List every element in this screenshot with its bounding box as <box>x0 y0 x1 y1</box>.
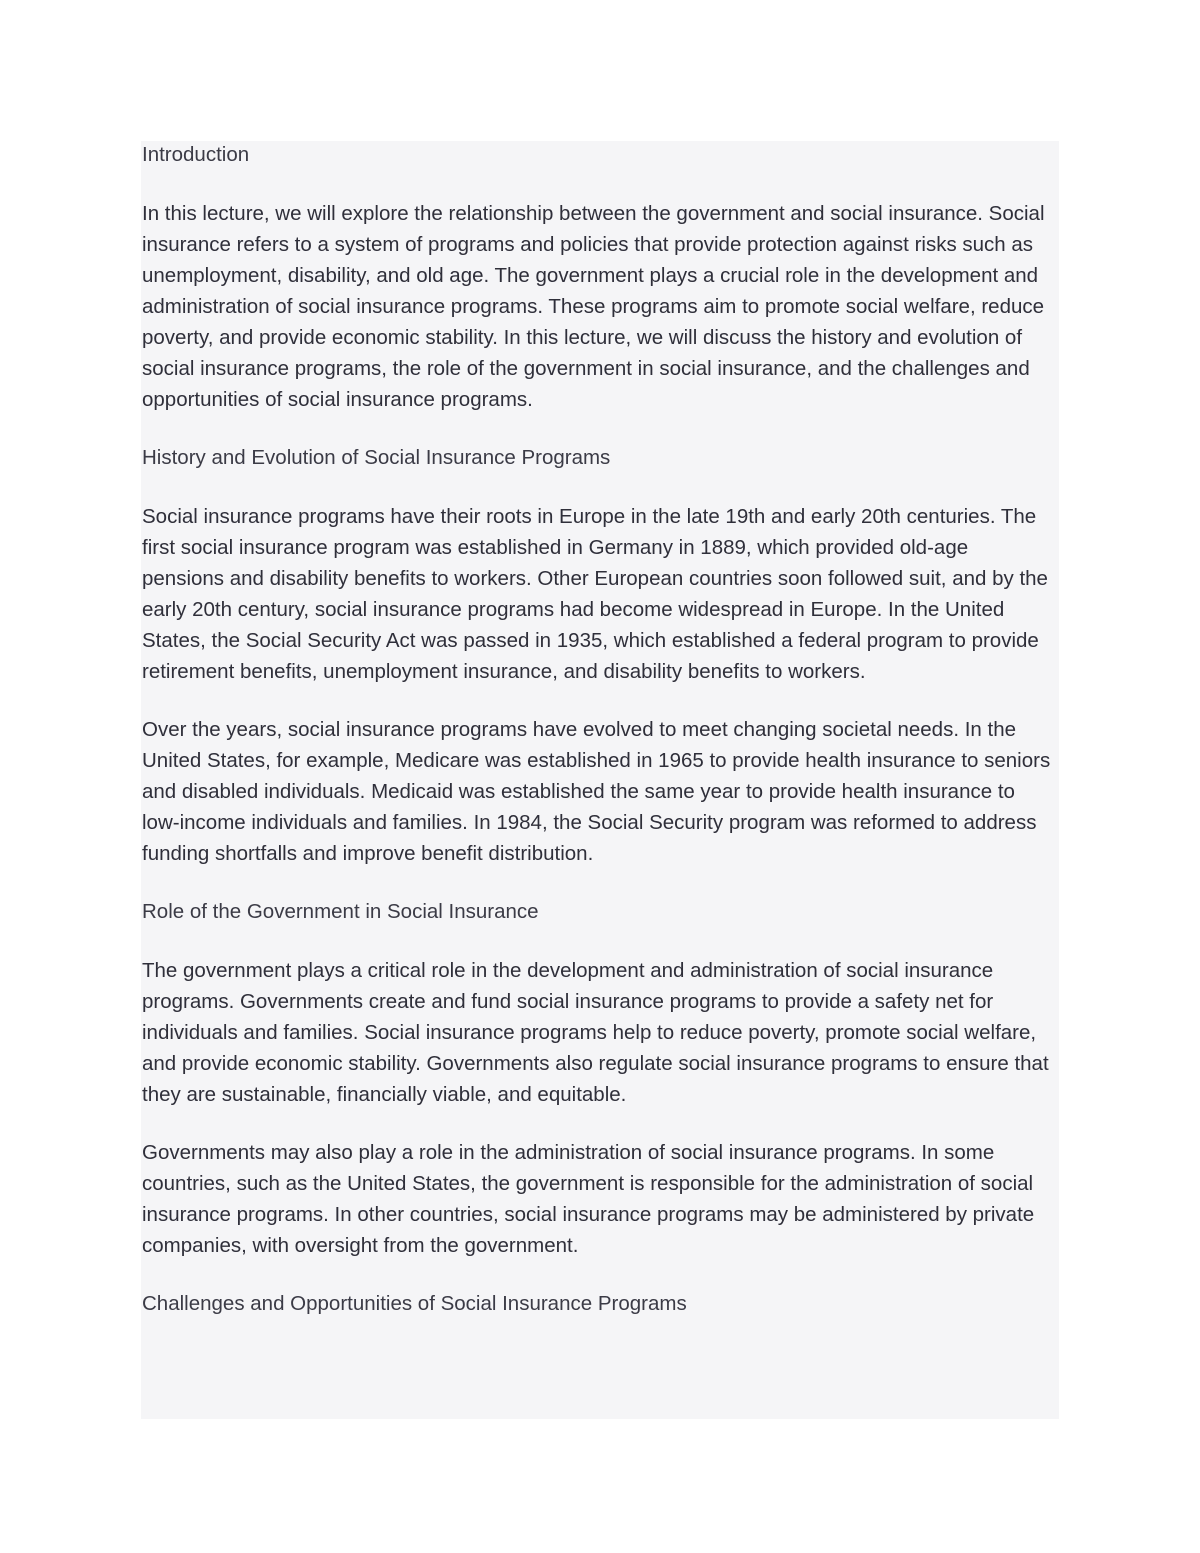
paragraph-history-2: Over the years, social insurance programs have evolved to meet changing societal needs. In the United States, for example, Medicare was established in 1965 to provide health insurance to seniors and disabled individuals. Medicaid was established the same year to provide health insurance to low-income individuals and families. In 1984, the Social Security program was reformed to address funding shortfalls and improve benefit distribution. <box>142 718 1051 865</box>
section-heading-history: History and Evolution of Social Insurance Programs <box>142 446 611 469</box>
section-heading-introduction: Introduction <box>142 143 250 166</box>
paragraph-introduction: In this lecture, we will explore the relationship between the government and social insurance. Social insurance refers to a system of programs and policies that provide protection against risks such as unemployment, disability, and old age. The government plays a crucial role in the development and administration of social insurance programs. These programs aim to promote social welfare, reduce poverty, and provide economic stability. In this lecture, we will discuss the history and evolution of social insurance programs, the role of the government in social insurance, and the challenges and opportunities of social insurance programs. <box>142 202 1045 411</box>
paragraph-role-2: Governments may also play a role in the administration of social insurance programs. In some countries, such as the United States, the government is responsible for the administration of social insurance programs. In other countries, social insurance programs may be administered by private companies, with oversight from the government. <box>142 1141 1035 1257</box>
section-heading-challenges: Challenges and Opportunities of Social Insurance Programs <box>142 1292 687 1315</box>
paragraph-history-1: Social insurance programs have their roots in Europe in the late 19th and early 20th centuries. The first social insurance program was established in Germany in 1889, which provided old-age pensions and disability benefits to workers. Other European countries soon followed suit, and by the early 20th century, social insurance programs had become widespread in Europe. In the United States, the Social Security Act was passed in 1935, which established a federal program to provide retirement benefits, unemployment insurance, and disability benefits to workers. <box>142 505 1048 683</box>
section-heading-role-of-government: Role of the Government in Social Insurance <box>142 900 539 923</box>
document-body <box>141 141 1059 1419</box>
paragraph-role-1: The government plays a critical role in the development and administration of social insurance programs. Governments create and fund social insurance programs to provide a safety net for individuals and families. Social insurance programs help to reduce poverty, promote social welfare, and provide economic stability. Governments also regulate social insurance programs to ensure that they are sustainable, financially viable, and equitable. <box>142 959 1049 1106</box>
